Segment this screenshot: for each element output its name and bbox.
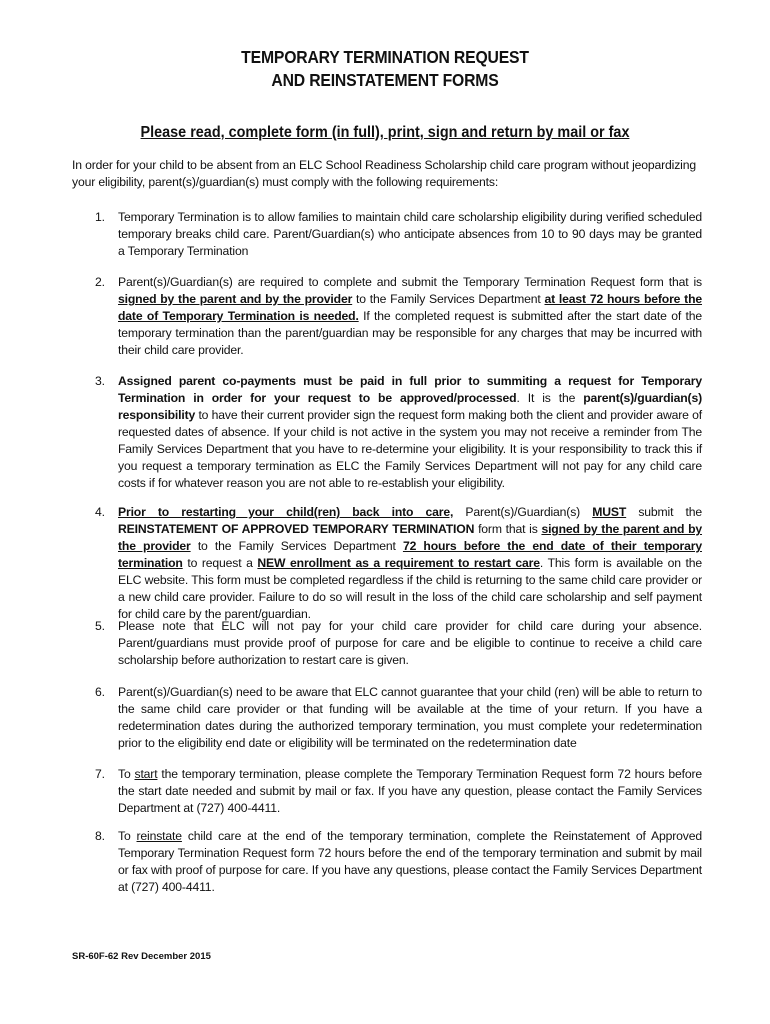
item-text-part: to request a [182,556,258,570]
requirement-item-3 [72,373,702,492]
item-text-part: child care at the end of the temporary termination, complete the Reinstatement of Approved Temporary Termination Request form 72 hours before the end of the temporary termination and submit by mail or fax with proof of purpose for care. If you have any questions, please contact the Family Services Department at (727) 400-4411. [118,829,702,894]
item-text-part: to the Family Services Department [352,292,545,306]
item-number: 8. [95,829,105,843]
item-text [118,766,702,817]
item-number: 6. [95,685,105,699]
emphasis-text: REINSTATEMENT OF APPROVED TEMPORARY TERMINATION [118,522,475,536]
item-text [118,373,702,492]
title-line-2: AND REINSTATEMENT FORMS [271,70,499,90]
requirement-item-4 [72,504,702,623]
emphasis-text: signed by the parent and by the provider [118,292,353,306]
form-revision-footer: SR-60F-62 Rev December 2015 [72,951,211,962]
item-text-part: to have their current provider sign the request form making both the client and provider aware of requested dates of absence. If your child is not active in the system you may not receive a reminder from The Family Services Department that you have to re-determine your eligibility. It is your responsibility to track this if you request a temporary termination as ELC the Family Services Department will not pay for any child care costs if for whatever reason you are not able to re-establish your eligibility. [118,408,702,490]
emphasis-text: Prior to restarting your child(ren) back into care, [118,505,454,519]
item-number: 4. [95,505,105,519]
title-line-1: TEMPORARY TERMINATION REQUEST [241,47,529,67]
page-title [39,46,732,92]
emphasis-text: Assigned parent co-payments must be paid in full prior to summiting a request for Temporary Termination in order for your request to be approved/processed [118,374,702,405]
item-text-part: to the Family Services Department [190,539,403,553]
requirement-item-6 [72,684,702,752]
emphasis-text: start [134,767,158,781]
item-text [118,209,702,260]
item-text-part: . It is the [516,391,584,405]
item-text [118,684,702,752]
item-text [118,618,702,669]
emphasis-text: signed by the parent and by the provider [118,522,702,553]
item-text-part: To [118,829,137,843]
requirement-item-1 [72,209,702,260]
item-text-part: submit the [626,505,702,519]
emphasis-text: parent(s)/guardian(s) responsibility [118,391,702,422]
instructions-subtitle: Please read, complete form (in full), print, sign and return by mail or fax [140,124,630,141]
item-text-part: Please note that ELC will not pay for your child care provider for child care during your absence. Parent/guardians must provide proof of purpose for care and be eligible to continue to receive a child care scholarship before authorization to restart care is given. [118,619,702,667]
emphasis-text: 72 hours before the end date of their temporary termination [118,539,702,570]
item-text-part: Temporary Termination is to allow families to maintain child care scholarship eligibility during verified scheduled temporary breaks child care. Parent/Guardian(s) who anticipate absences from 10 to 90 days may be granted a Temporary Termination [118,210,702,258]
item-number: 3. [95,374,105,388]
requirement-item-7 [72,766,702,817]
item-text-part: Parent(s)/Guardian(s) need to be aware that ELC cannot guarantee that your child (ren) will be able to return to the same child care provider or that funding will be available at the time of your return. If you have a redetermination dates during the authorized temporary termination, you must complete your redetermination prior to the eligibility end date or eligibility will be terminated on the redetermination date [118,685,702,750]
requirement-item-8 [72,828,702,896]
item-text [118,828,702,896]
requirement-item-2 [72,274,702,359]
item-text [118,504,702,623]
emphasis-text: reinstate [136,829,182,843]
item-text [118,274,702,359]
item-text-part: form that is [474,522,542,536]
item-text-part: If the completed request is submitted after the start date of the temporary termination than the parent/guardian may be responsible for any charges that may be incurred with their child care provider. [118,309,703,357]
item-number: 7. [95,767,105,781]
emphasis-text: NEW enrollment as a requirement to restart care [257,556,540,570]
item-text-part: the temporary termination, please complete the Temporary Termination Request form 72 hours before the start date needed and submit by mail or fax. If you have any question, please contact the Family Services Department at (727) 400-4411. [118,767,702,815]
intro-paragraph: In order for your child to be absent from an ELC School Readiness Scholarship child care program without jeopardizing your eligibility, parent(s)/guardian(s) must comply with the following requirements: [72,158,696,189]
item-number: 1. [95,210,105,224]
requirement-item-5 [72,618,702,669]
item-text-part: Parent(s)/Guardian(s) are required to complete and submit the Temporary Termination Request form that is [118,275,702,289]
item-number: 5. [95,619,105,633]
item-number: 2. [95,275,105,289]
item-text-part: . This form is available on the ELC website. This form must be completed regardless if the child is returning to the same child care provider or a new child care provider. Failure to do so will result in the loss of the child care scholarship and self payment for child care by the parent/guardian. [118,556,702,621]
emphasis-text: at least 72 hours before the date of Temporary Termination is needed. [118,292,702,323]
emphasis-text: MUST [592,505,627,519]
item-text-part: Parent(s)/Guardian(s) [453,505,593,519]
item-text-part: To [118,767,135,781]
